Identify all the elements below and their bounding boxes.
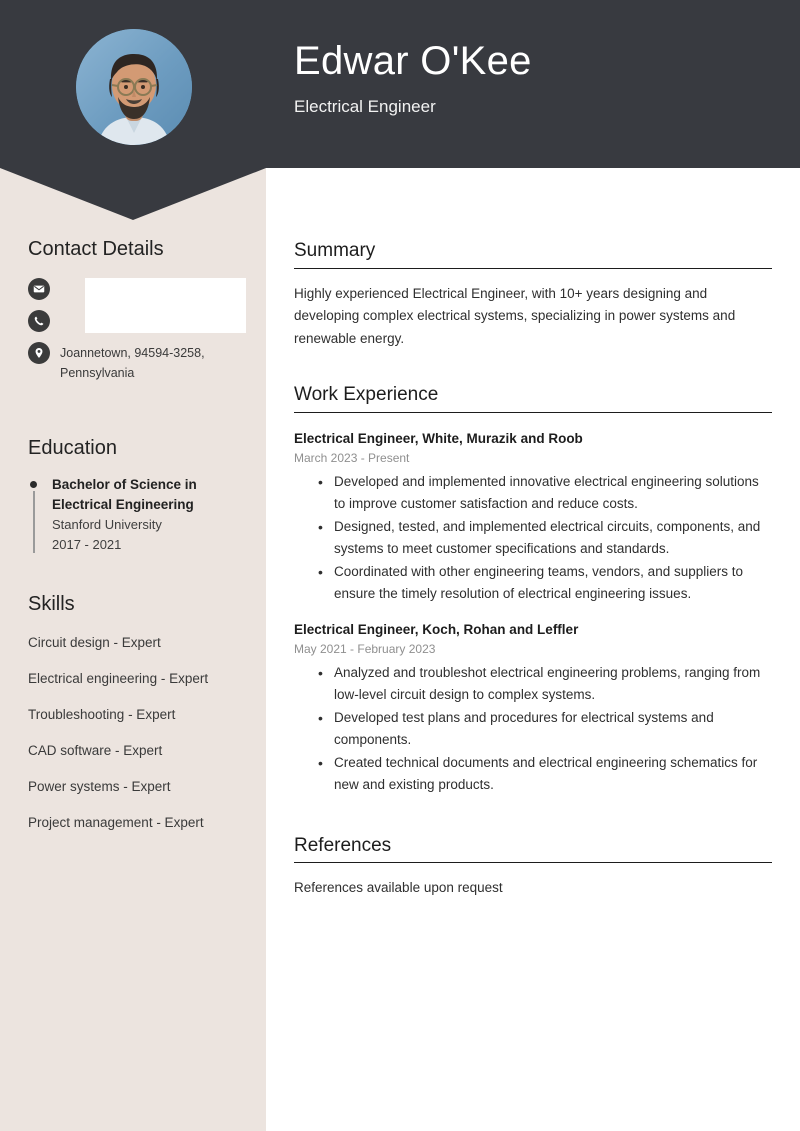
education-school: Stanford University [52, 517, 162, 532]
avatar [76, 29, 192, 145]
header-text-group [294, 38, 532, 118]
job-dates: May 2021 - February 2023 [294, 641, 436, 656]
education-item [28, 475, 238, 555]
job-bullet: • Developed test plans and procedures for electrical systems and components. [334, 707, 772, 752]
summary-text: Highly experienced Electrical Engineer, with 10+ years designing and developing complex electrical systems, specializing in power systems and renewable energy. [294, 285, 736, 346]
references-text: References available upon request [294, 880, 503, 896]
skill-item: Troubleshooting - Expert [28, 707, 176, 722]
candidate-name: Edwar O'Kee [294, 39, 532, 83]
job-entry [294, 429, 772, 606]
job-bullet: • Designed, tested, and implemented electrical circuits, components, and systems to meet customer specifications and standards. [334, 516, 772, 561]
work-experience-heading: Work Experience [294, 382, 772, 413]
contact-details-list [28, 278, 238, 383]
job-entry [294, 620, 772, 797]
summary-heading: Summary [294, 238, 772, 269]
job-bullet-list [294, 662, 772, 797]
skill-item: Circuit design - Expert [28, 635, 161, 650]
email-icon [28, 278, 50, 300]
references-heading: References [294, 833, 772, 864]
phone-icon [28, 310, 50, 332]
job-title: Electrical Engineer, Koch, Rohan and Leffler [294, 621, 579, 637]
skill-item: CAD software - Expert [28, 743, 163, 758]
summary-section [294, 238, 772, 350]
work-experience-section [294, 382, 772, 797]
job-bullet: • Coordinated with other engineering teams, vendors, and suppliers to ensure the timely resolution of electrical engineering issues. [334, 561, 772, 606]
skill-item: Power systems - Expert [28, 779, 171, 794]
job-bullet-list [294, 471, 772, 606]
location-icon [28, 342, 50, 364]
references-section [294, 833, 772, 900]
education-bullet-icon [30, 481, 37, 488]
job-title: Electrical Engineer, White, Murazik and Roob [294, 430, 583, 446]
main-content [294, 238, 772, 925]
education-heading: Education [28, 437, 117, 459]
candidate-job-title: Electrical Engineer [294, 97, 436, 117]
education-timeline-line [33, 491, 35, 553]
job-bullet: • Developed and implemented innovative electrical engineering solutions to improve customer satisfaction and reduce costs. [334, 471, 772, 516]
contact-location-value: Joannetown, 94594-3258, Pennsylvania [60, 346, 205, 380]
contact-item-location [28, 342, 238, 383]
skills-heading: Skills [28, 593, 75, 615]
job-bullet: • Analyzed and troubleshot electrical engineering problems, ranging from low-level circuit design to complex systems. [334, 662, 772, 707]
contact-details-heading: Contact Details [28, 238, 164, 260]
skill-item: Project management - Expert [28, 815, 204, 830]
education-years: 2017 - 2021 [52, 537, 122, 552]
skill-item: Electrical engineering - Expert [28, 671, 209, 686]
redaction-overlay [85, 278, 246, 333]
job-dates: March 2023 - Present [294, 450, 410, 465]
profile-photo-icon [76, 29, 192, 145]
sidebar-content [0, 236, 266, 833]
job-bullet: • Created technical documents and electrical engineering schematics for new and existing products. [334, 752, 772, 797]
education-degree: Bachelor of Science in Electrical Engineering [52, 477, 197, 512]
